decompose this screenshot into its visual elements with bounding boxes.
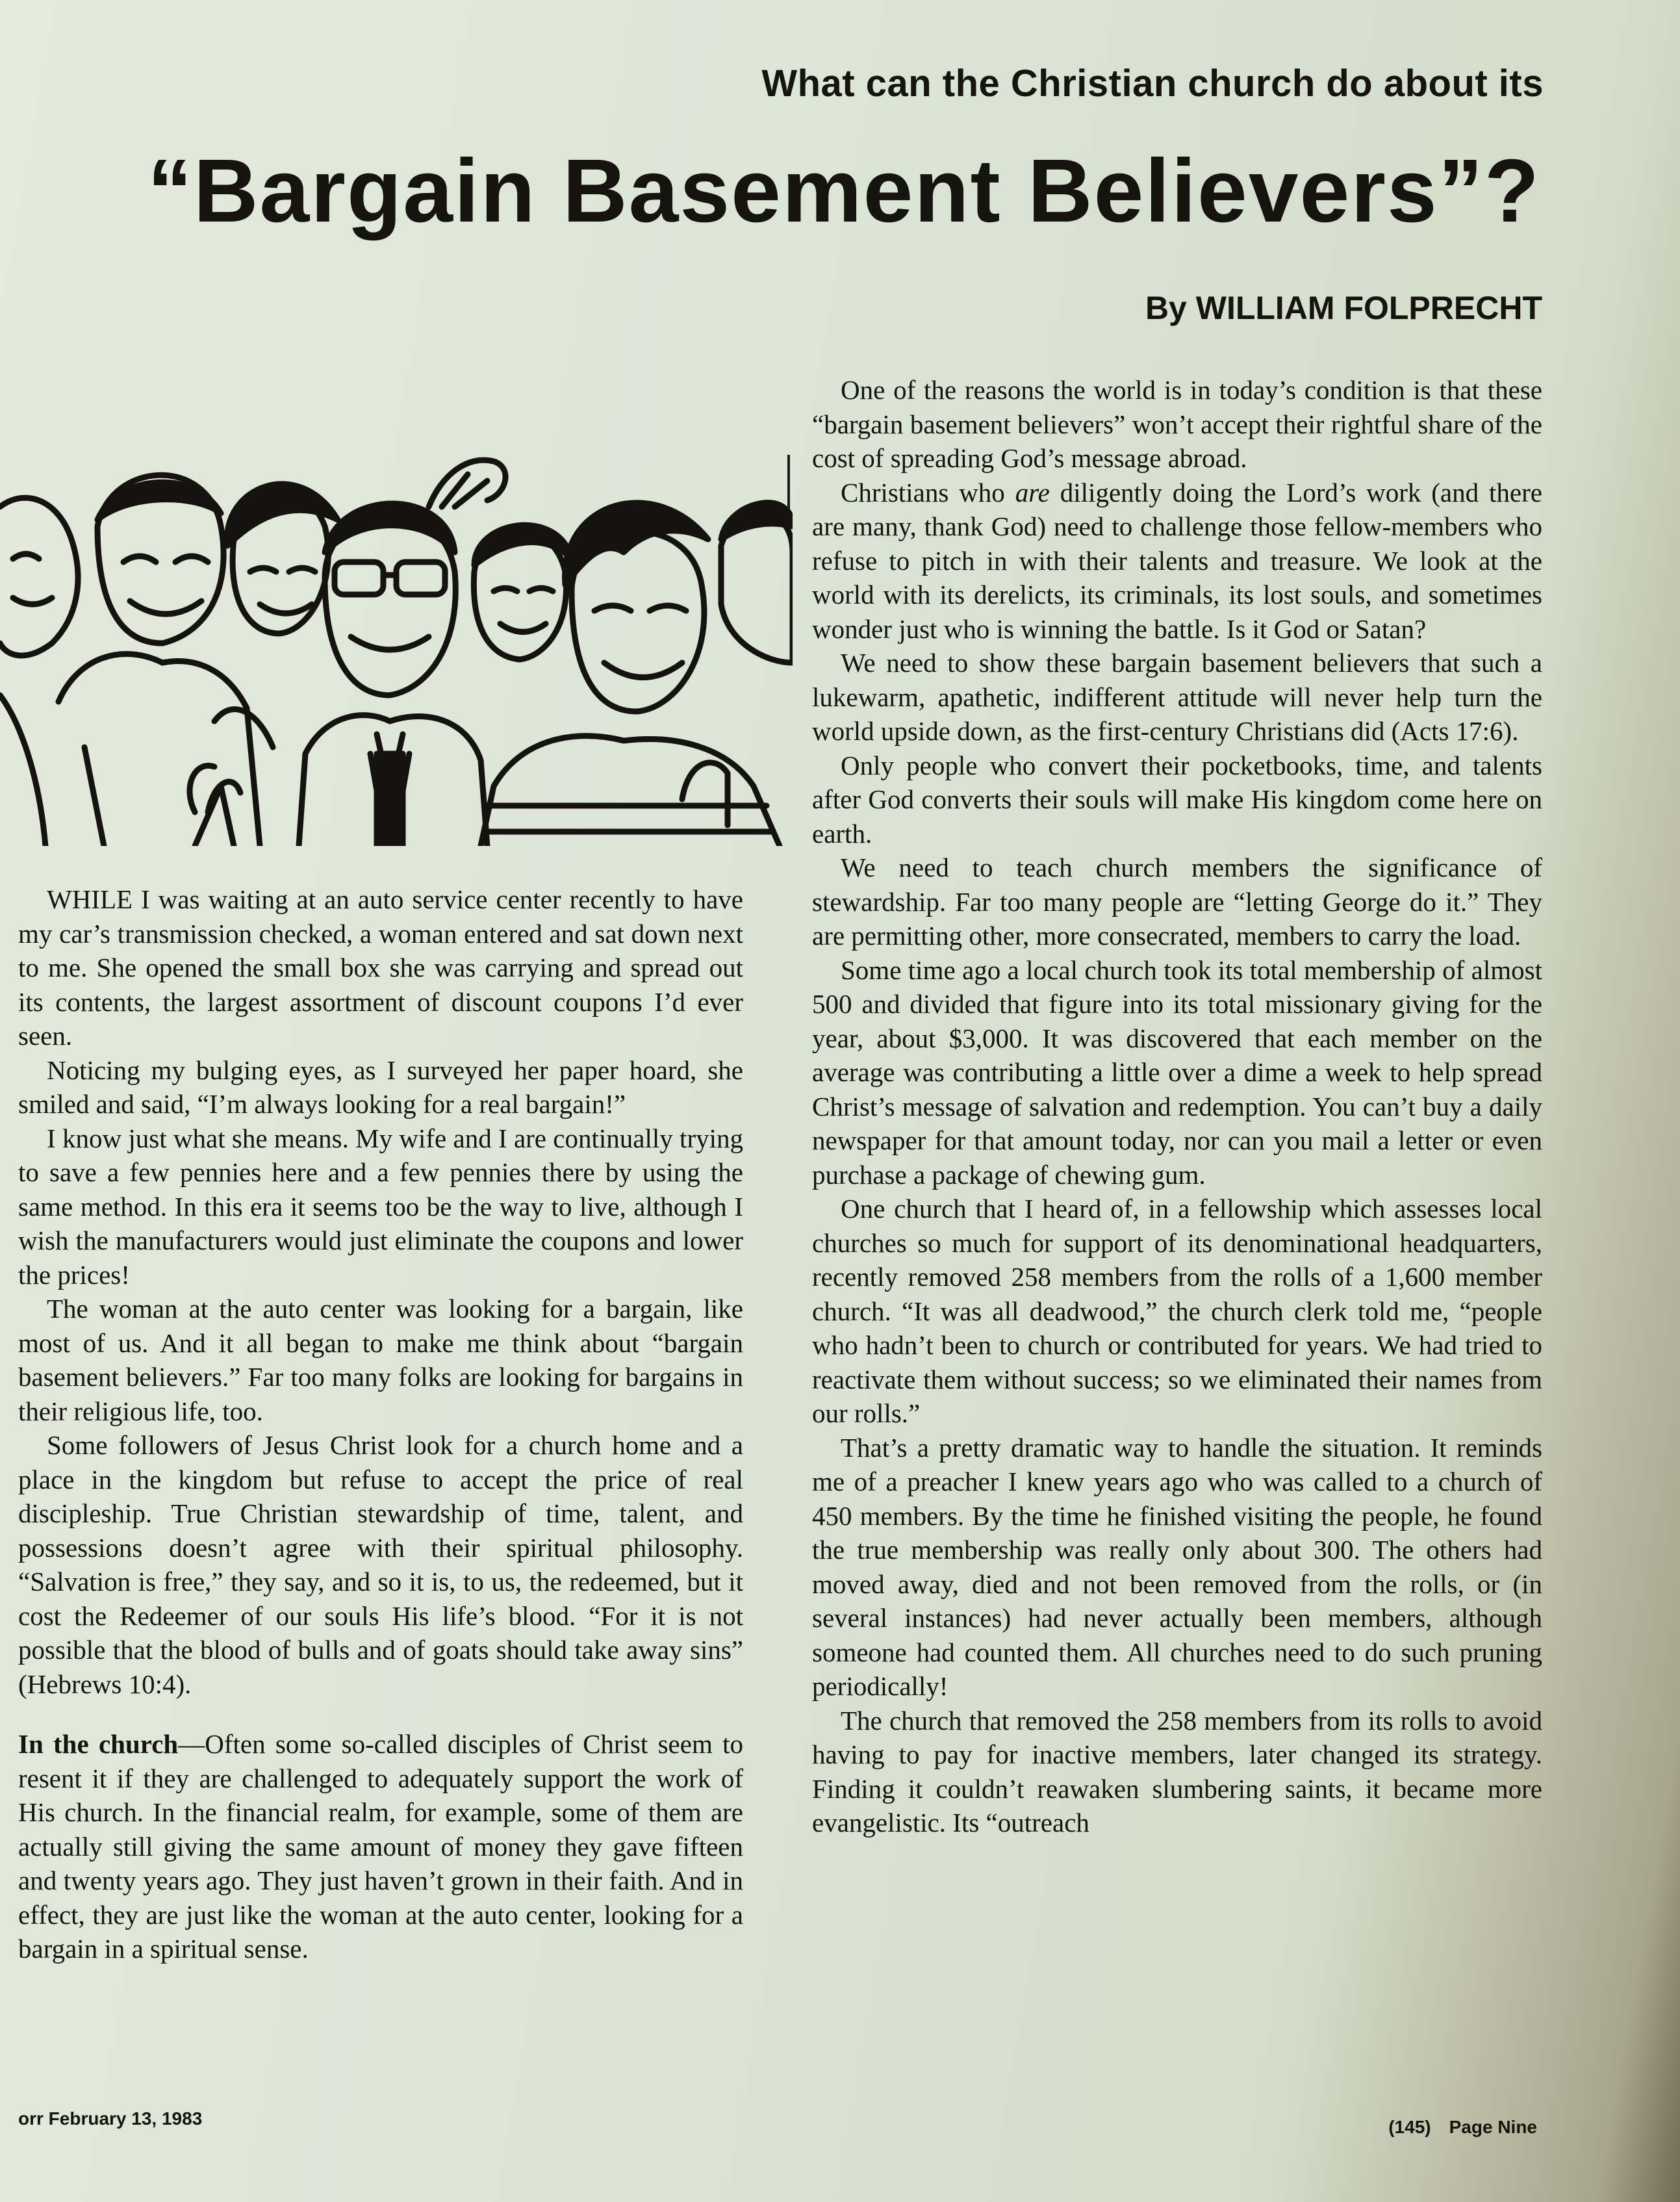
- footer-date: orr February 13, 1983: [18, 2108, 203, 2129]
- paragraph: Noticing my bulging eyes, as I surveyed her paper hoard, she smiled and said, “I’m always looking for a real bargain!”: [18, 1055, 743, 1119]
- paragraph: I know just what she means. My wife and I are continually trying to save a few pennies here and a few pennies there by using the same method. In this era it seems too be the way to live, although I wish the manufacturers would just eliminate the coupons and lower the prices!: [18, 1123, 743, 1290]
- page-code: (145): [1388, 2117, 1431, 2137]
- emphasis: are: [1015, 477, 1050, 507]
- paragraph: WHILE I was waiting at an auto service center recently to have my car’s transmission checked, a woman entered and sat down next to me. She opened the small box she was carrying and spread out its contents, the largest assortment of discount coupons I’d ever seen.: [18, 884, 743, 1051]
- page-label: Page Nine: [1449, 2117, 1537, 2137]
- article-kicker: What can the Christian church do about its: [761, 62, 1544, 105]
- article-right-column: [812, 373, 1542, 1840]
- paragraph: Only people who convert their pocketbooks, time, and talents after God converts their souls will make His kingdom come here on earth.: [812, 750, 1542, 849]
- section-subhead: In the church: [18, 1729, 179, 1759]
- column-rule: [787, 455, 790, 509]
- article-headline: “Bargain Basement Believers”?: [147, 141, 1540, 241]
- paragraph: Some time ago a local church took its total membership of almost 500 and divided that figure into its total missionary giving for the year, about $3,000. It was discovered that each member on the average was contributing a little over a dime a week to help spread Christ’s message of salvation and redemption. You can’t buy a daily newspaper for that amount today, nor can you mail a letter or even purchase a package of chewing gum.: [812, 954, 1542, 1190]
- paragraph-with-subhead: [18, 1727, 743, 1966]
- paragraph-text: —Often some so-called disciples of Christ seem to resent it if they are challenged to adequately support the work of His church. In the financial realm, for example, some of them are actually still giving the same amount of money they gave fifteen and twenty years ago. They just haven’t grown in their faith. And in effect, they are just like the woman at the auto center, looking for a bargain in a spiritual sense.: [18, 1729, 743, 1964]
- paragraph: [812, 476, 1542, 647]
- paragraph: The church that removed the 258 members from its rolls to avoid having to pay for inactive members, later changed its strategy. Finding it couldn’t reawaken slumbering saints, it became more evangelistic. Its “outreach: [812, 1705, 1542, 1837]
- paragraph-text: diligently doing the Lord’s work (and there are many, thank God) need to challenge those fellow-members who refuse to pitch in with their talents and treasure. We look at the world with its derelicts, its criminals, its lost souls, and sometimes wonder just who is winning the battle. Is it God or Satan?: [812, 477, 1542, 644]
- paragraph: That’s a pretty dramatic way to handle the situation. It reminds me of a preacher I knew years ago who was called to a church of 450 members. By the time he finished visiting the people, he found the true membership was really only about 300. The others had moved away, died and not been removed from the rolls, or (in several instances) had never actually been members, although someone had counted them. All churches need to do such pruning periodically!: [812, 1432, 1542, 1701]
- paragraph: We need to teach church members the significance of stewardship. Far too many people are “letting George do it.” They are permitting other, more consecrated, members to carry the load.: [812, 852, 1542, 951]
- paragraph: We need to show these bargain basement believers that such a lukewarm, apathetic, indifferent attitude will never help turn the world upside down, as the first-century Christians did (Acts 17:6).: [812, 648, 1542, 746]
- paragraph: One of the reasons the world is in today’s condition is that these “bargain basement believers” won’t accept their rightful share of the cost of spreading God’s message abroad.: [812, 375, 1542, 473]
- paragraph: The woman at the auto center was looking for a bargain, like most of us. And it all began to make me think about “bargain basement believers.” Far too many folks are looking for bargains in their religious life, too.: [18, 1294, 743, 1426]
- footer-page-number: [1370, 2117, 1537, 2138]
- paragraph: Some followers of Jesus Christ look for a church home and a place in the kingdom but refuse to accept the price of real discipleship. True Christian stewardship of time, talent, and possessions doesn’t agree with their spiritual philosophy. “Salvation is free,” they say, and so it is, to us, the redeemed, but it cost the Redeemer of our souls His life’s blood. “For it is not possible that the blood of bulls and of goats should take away sins” (Hebrews 10:4).: [18, 1430, 743, 1699]
- paragraph: One church that I heard of, in a fellowship which assesses local churches so much for support of its denominational headquarters, recently removed 258 members from the rolls of a 1,600 member church. “It was all deadwood,” the church clerk told me, “people who hadn’t been to church or contributed for years. We had tried to reactivate them without success; so we eliminated their names from our rolls.”: [812, 1194, 1542, 1428]
- paragraph-text: Christians who: [841, 477, 1015, 507]
- article-byline: By WILLIAM FOLPRECHT: [1145, 290, 1542, 326]
- crowd-of-smiling-people-illustration: [0, 448, 793, 846]
- article-left-column: [18, 882, 743, 1966]
